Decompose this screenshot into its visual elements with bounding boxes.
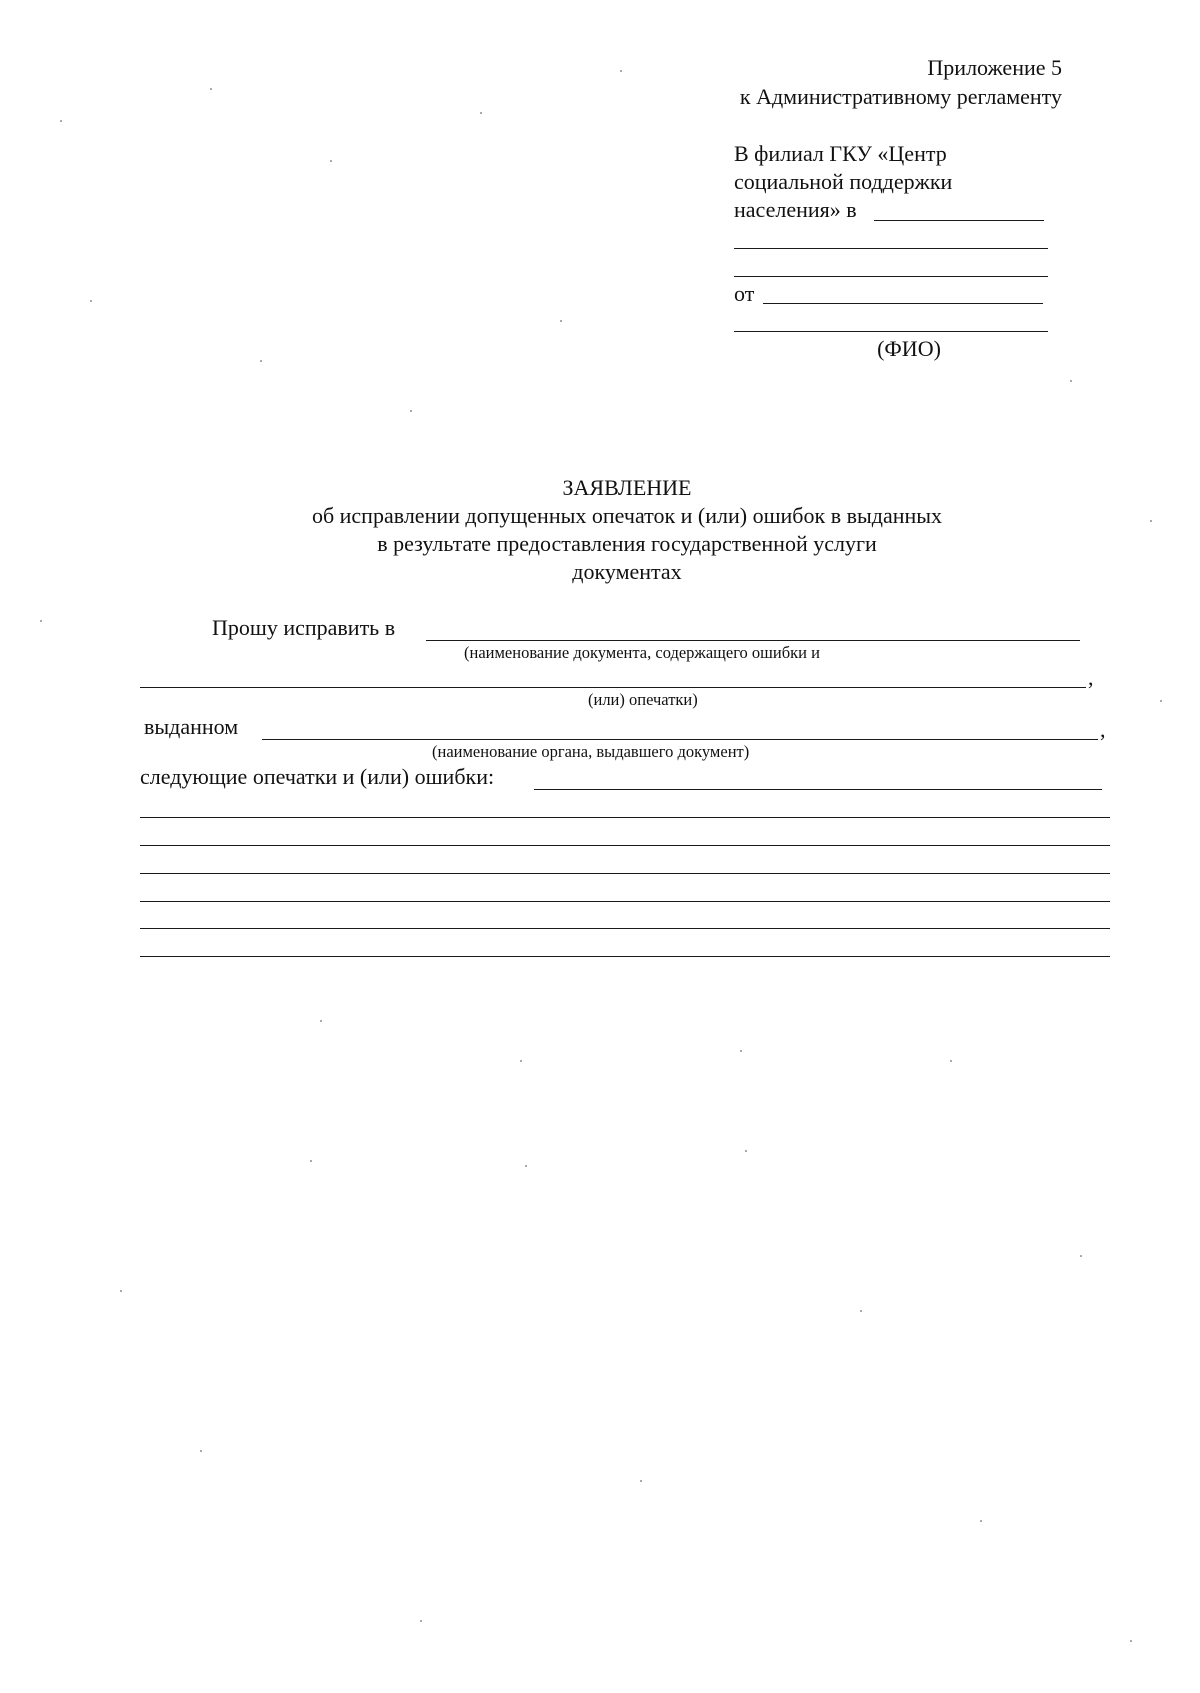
errors-field-line-3[interactable] bbox=[140, 845, 1110, 846]
errors-label: следующие опечатки и (или) ошибки: bbox=[140, 764, 495, 789]
comma-1: , bbox=[1088, 665, 1094, 690]
caption-issuing-authority: (наименование органа, выдавшего документ) bbox=[432, 742, 750, 761]
document-name-field[interactable] bbox=[426, 640, 1080, 641]
errors-field-line-2[interactable] bbox=[140, 817, 1110, 818]
errors-field[interactable] bbox=[534, 789, 1102, 790]
document-subtitle-3: документах bbox=[572, 559, 682, 584]
fio-caption: (ФИО) bbox=[877, 336, 941, 361]
errors-field-line-4[interactable] bbox=[140, 873, 1110, 874]
appendix-regulation: к Административному регламенту bbox=[739, 84, 1062, 109]
addressee-line-1: В филиал ГКУ «Центр bbox=[734, 141, 947, 166]
branch-name-field-3[interactable] bbox=[734, 276, 1048, 277]
addressee-line-2: социальной поддержки bbox=[734, 169, 953, 194]
issuing-authority-field[interactable] bbox=[262, 739, 1098, 740]
errors-field-line-5[interactable] bbox=[140, 901, 1110, 902]
request-label: Прошу исправить в bbox=[212, 615, 396, 640]
branch-name-field[interactable] bbox=[874, 220, 1044, 221]
document-subtitle-1: об исправлении допущенных опечаток и (или) ошибок в выданных bbox=[311, 503, 943, 528]
errors-field-line-6[interactable] bbox=[140, 928, 1110, 929]
appendix-number: Приложение 5 bbox=[927, 55, 1062, 80]
addressee-line-3: населения» в bbox=[734, 197, 857, 222]
document-subtitle-2: в результате предоставления государственной услуги bbox=[377, 531, 877, 556]
errors-field-line-7[interactable] bbox=[140, 956, 1110, 957]
caption-document-name-cont: (или) опечатки) bbox=[588, 690, 698, 709]
fio-field[interactable] bbox=[734, 331, 1048, 332]
from-field[interactable] bbox=[763, 303, 1043, 304]
caption-document-name: (наименование документа, содержащего ошибки и bbox=[464, 643, 820, 662]
document-name-field-2[interactable] bbox=[140, 687, 1086, 688]
document-heading: ЗАЯВЛЕНИЕ bbox=[562, 475, 692, 500]
branch-name-field-2[interactable] bbox=[734, 248, 1048, 249]
comma-2: , bbox=[1100, 717, 1106, 742]
issued-label: выданном bbox=[144, 714, 239, 739]
from-label: от bbox=[734, 281, 755, 306]
